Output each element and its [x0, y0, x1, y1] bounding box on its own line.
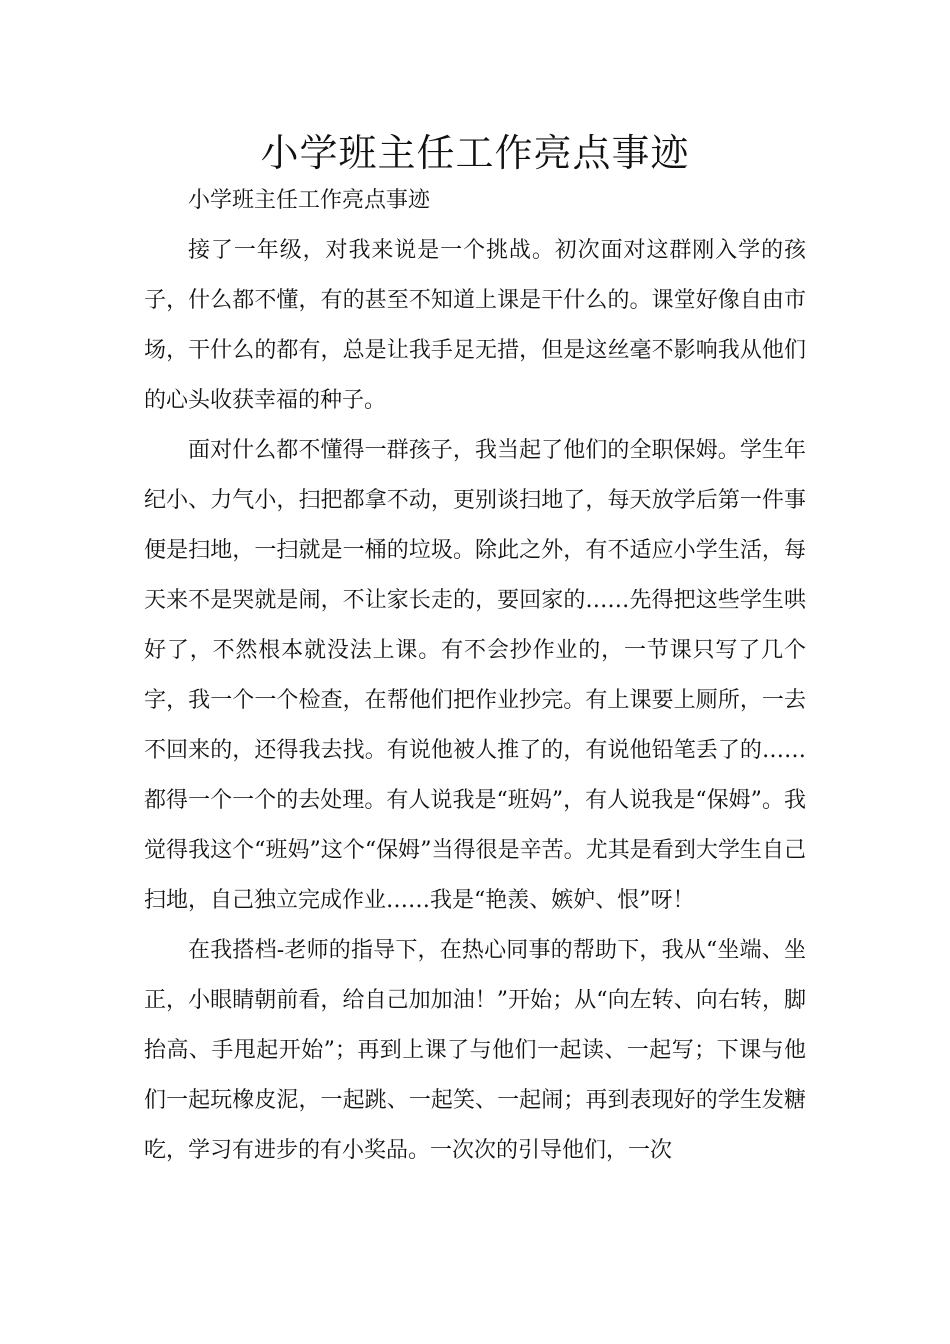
body-paragraph: 面对什么都不懂得一群孩子，我当起了他们的全职保姆。学生年纪小、力气小，扫把都拿不动，更别谈扫地了，每天放学后第一件事便是扫地，一扫就是一桶的垃圾。除此之外，有不适应小学生活，每天来不是哭就是闹，不让家长走的，要回家的……先得把这些学生哄好了，不然根本就没法上课。有不会抄作业的，一节课只写了几个字，我一个一个检查，在帮他们把作业抄完。有上课要上厕所，一去不回来的，还得我去找。有说他被人推了的，有说他铅笔丢了的……都得一个一个的去处理。有人说我是“班妈”，有人说我是“保姆”。我觉得我这个“班妈”这个“保姆”当得很是辛苦。尤其是看到大学生自己扫地，自己独立完成作业……我是“艳羡、嫉妒、恨”呀！: [144, 438, 806, 913]
body-paragraph: 小学班主任工作亮点事迹: [188, 188, 431, 213]
body-paragraph: 接了一年级，对我来说是一个挑战。初次面对这群刚入学的孩子，什么都不懂，有的甚至不知道上课是干什么的。课堂好像自由市场，干什么的都有，总是让我手足无措，但是这丝毫不影响我从他们的心头收获幸福的种子。: [144, 238, 806, 413]
body-paragraph: 在我搭档-老师的指导下，在热心同事的帮助下，我从“坐端、坐正，小眼睛朝前看，给自己加加油！”开始；从“向左转、向右转，脚抬高、手甩起开始”；再到上课了与他们一起读、一起写；下课与他们一起玩橡皮泥，一起跳、一起笑、一起闹；再到表现好的学生发糖吃，学习有进步的有小奖品。一次次的引导他们，一次: [144, 938, 806, 1163]
document-body: [144, 176, 806, 1176]
document-title: 小学班主任工作亮点事迹: [260, 131, 690, 175]
